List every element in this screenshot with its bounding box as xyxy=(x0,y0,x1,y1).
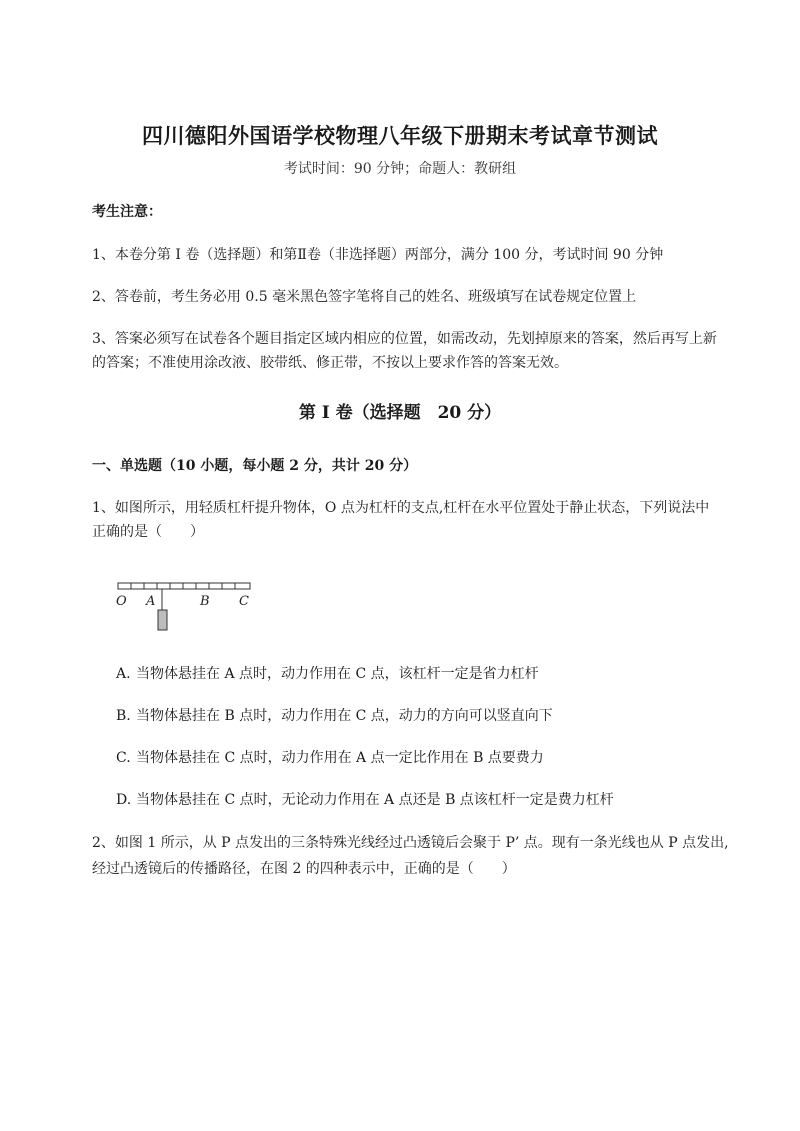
label-o: O xyxy=(116,594,127,609)
question-2-stem: 2、如图 1 所示，从 P 点发出的三条特殊光线经过凸透镜后会聚于 P’ 点。现有一条光线也从 P 点发出, xyxy=(92,835,729,851)
question-1-stem: 1、如图所示，用轻质杠杆提升物体，O 点为杠杆的支点,杠杆在水平位置处于静止状态，下列说法中 xyxy=(92,500,710,516)
section-title: 第 I 卷（选择题 20 分） xyxy=(298,403,502,423)
exam-subtitle: 考试时间：90 分钟；命题人：教研组 xyxy=(283,161,517,177)
option-text: 当物体悬挂在 C 点时，动力作用在 A 点一定比作用在 B 点要费力 xyxy=(136,750,544,766)
note-item-3: 3、答案必须写在试卷各个题目指定区域内相应的位置，如需改动，先划掉原来的答案，然后再写上新 xyxy=(92,331,717,347)
option-text: 当物体悬挂在 C 点时，无论动力作用在 A 点还是 B 点该杠杆一定是费力杠杆 xyxy=(136,792,614,808)
question-1-option-c[interactable] xyxy=(116,748,544,768)
label-c: C xyxy=(239,594,249,609)
label-a: A xyxy=(146,594,156,609)
option-letter: D. xyxy=(116,792,132,808)
label-b: B xyxy=(200,594,210,609)
lever-diagram xyxy=(112,576,262,636)
question-1-option-d[interactable] xyxy=(116,790,614,810)
lever-figure xyxy=(112,576,262,640)
question-1-option-b[interactable] xyxy=(116,706,553,726)
option-text: 当物体悬挂在 B 点时，动力作用在 C 点，动力的方向可以竖直向下 xyxy=(136,708,553,724)
question-1-stem-continued: 正确的是（ ） xyxy=(92,524,204,540)
question-1-option-a[interactable] xyxy=(116,664,539,684)
exam-title: 四川德阳外国语学校物理八年级下册期末考试章节测试 xyxy=(142,123,658,148)
question-2-stem-continued: 经过凸透镜后的传播路径，在图 2 的四种表示中，正确的是（ ） xyxy=(92,861,516,877)
option-letter: A. xyxy=(116,666,131,682)
option-text: 当物体悬挂在 A 点时，动力作用在 C 点，该杠杆一定是省力杠杆 xyxy=(136,666,539,682)
option-letter: B. xyxy=(116,708,131,724)
note-item-3-continued: 的答案；不准使用涂改液、胶带纸、修正带，不按以上要求作答的答案无效。 xyxy=(92,355,568,371)
part-heading: 一、单选题（10 小题，每小题 2 分，共计 20 分） xyxy=(92,458,418,474)
hanging-weight xyxy=(158,610,167,630)
notes-heading: 考生注意： xyxy=(92,204,162,220)
note-item-2: 2、答卷前，考生务必用 0.5 毫米黑色签字笔将自己的姓名、班级填写在试卷规定位置上 xyxy=(92,289,637,305)
note-item-1: 1、本卷分第 I 卷（选择题）和第Ⅱ卷（非选择题）两部分，满分 100 分，考试时间 90 分钟 xyxy=(92,247,664,263)
option-letter: C. xyxy=(116,750,131,766)
lever-bar xyxy=(118,583,250,589)
